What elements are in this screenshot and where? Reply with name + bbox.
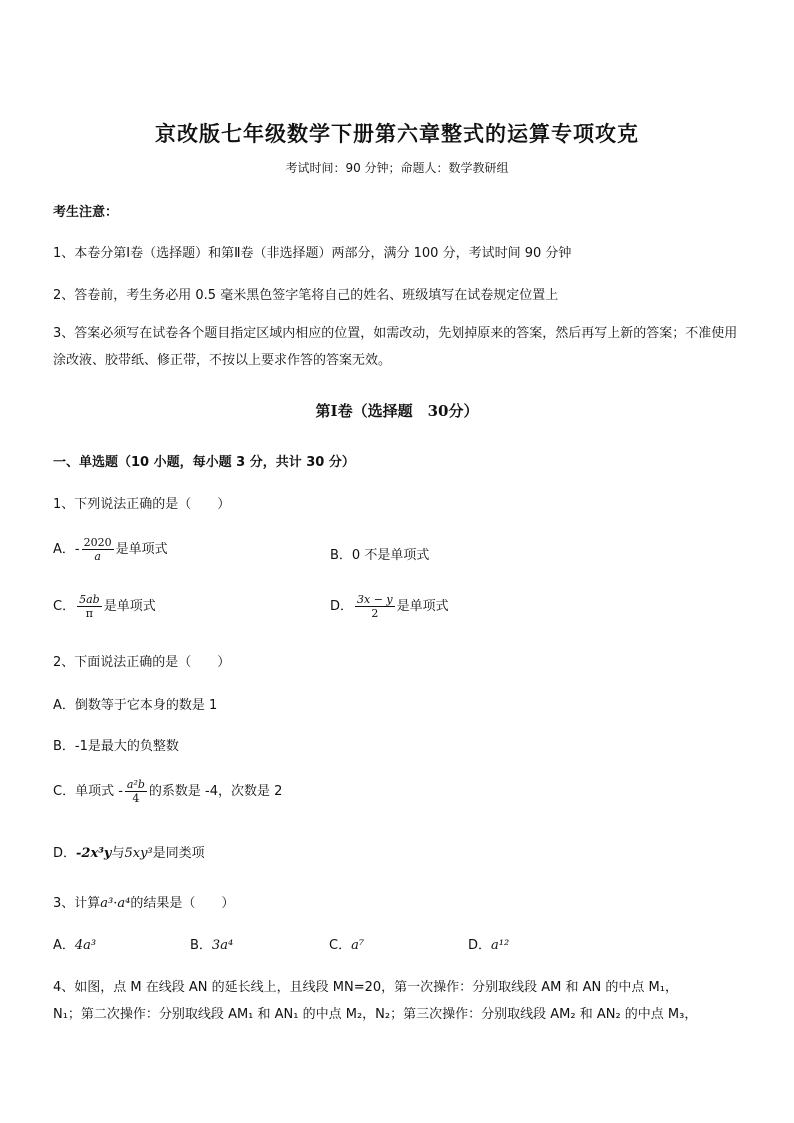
q2-option-b: B．-1是最大的负整数 — [53, 739, 179, 754]
q2-d-term1: -2x³y — [76, 846, 112, 861]
q1-option-a — [53, 536, 168, 563]
q3-a-label: A． — [53, 938, 75, 953]
notice-heading: 考生注意： — [53, 205, 119, 220]
q3-d-label: D． — [468, 938, 492, 953]
q2-c-prefix: C．单项式 - — [53, 784, 123, 799]
q1-a-fraction — [82, 536, 114, 563]
q2-d-prefix: D． — [53, 846, 77, 861]
q3-option-d — [468, 934, 509, 953]
q3-option-b — [190, 934, 233, 953]
q3-b-label: B． — [190, 938, 212, 953]
notice-item-2: 2、答卷前，考生务必用 0.5 毫米黑色签字笔将自己的姓名、班级填写在试卷规定位置上 — [53, 288, 559, 303]
q1-c-num: 5ab — [79, 593, 100, 606]
q2-d-suffix: 是同类项 — [152, 846, 205, 861]
q3-d-expr: a¹² — [491, 938, 510, 953]
q2-d-term2: 5xy³ — [124, 846, 153, 861]
q3-stem-prefix: 3、计算 — [53, 896, 101, 911]
q1-a-den: a — [94, 550, 101, 563]
page-title: 京改版七年级数学下册第六章整式的运算专项攻克 — [155, 121, 639, 146]
q4-line-2: N₁；第二次操作：分别取线段 AM₁ 和 AN₁ 的中点 M₂，N₂；第三次操作：分别取线段 AM₂ 和 AN₂ 的中点 M₃， — [53, 1007, 698, 1022]
q2-c-den: 4 — [132, 792, 140, 805]
q1-a-suffix: 是单项式 — [115, 542, 168, 557]
q1-a-prefix: A．- — [53, 542, 80, 557]
q2-c-fraction — [125, 778, 147, 805]
q1-stem: 1、下列说法正确的是（ ） — [53, 497, 231, 512]
q3-stem-expr: a³·a⁴ — [100, 896, 131, 911]
q2-option-c — [53, 778, 282, 805]
q3-a-expr: 4a³ — [74, 938, 97, 953]
page-subtitle: 考试时间：90 分钟；命题人：数学教研组 — [285, 161, 509, 175]
q1-c-den: π — [85, 607, 93, 620]
q3-option-a — [53, 934, 96, 953]
q1-d-suffix: 是单项式 — [396, 599, 449, 614]
q2-stem: 2、下面说法正确的是（ ） — [53, 655, 231, 670]
q3-option-c — [329, 934, 364, 953]
q1-d-fraction — [355, 593, 395, 620]
q1-d-num: 3x − y — [357, 593, 393, 606]
section-title: 第Ⅰ卷（选择题 30分） — [315, 402, 479, 420]
q2-option-d — [53, 842, 205, 861]
q1-option-d — [330, 593, 449, 620]
q1-option-c — [53, 593, 156, 620]
q2-c-suffix: 的系数是 -4，次数是 2 — [148, 784, 283, 799]
q1-d-prefix: D． — [330, 599, 354, 614]
notice-item-3: 3、答案必须写在试卷各个题目指定区域内相应的位置，如需改动，先划掉原来的答案，然后再写上新的答案；不准使用涂改液、胶带纸、修正带，不按以上要求作答的答案无效。 — [53, 326, 738, 368]
q2-option-a: A．倒数等于它本身的数是 1 — [53, 698, 218, 713]
q3-c-label: C． — [329, 938, 352, 953]
q3-stem — [53, 892, 234, 911]
q2-c-num: a²b — [126, 778, 145, 791]
q1-d-den: 2 — [371, 607, 379, 620]
notice-item-1: 1、本卷分第Ⅰ卷（选择题）和第Ⅱ卷（非选择题）两部分，满分 100 分，考试时间 90 分钟 — [53, 246, 572, 261]
part-heading: 一、单选题（10 小题，每小题 3 分，共计 30 分） — [53, 455, 355, 470]
q1-option-b: B．0 不是单项式 — [330, 548, 430, 563]
q3-c-expr: a⁷ — [351, 938, 365, 953]
q3-b-expr: 3a⁴ — [211, 938, 234, 953]
q1-a-num: 2020 — [83, 536, 112, 549]
q2-d-mid: 与 — [111, 846, 125, 861]
q1-c-suffix: 是单项式 — [103, 599, 156, 614]
q4-line-1: 4、如图，点 M 在线段 AN 的延长线上，且线段 MN=20，第一次操作：分别取线段 AM 和 AN 的中点 M₁， — [53, 980, 678, 995]
q1-c-fraction — [77, 593, 102, 620]
q1-c-prefix: C． — [53, 599, 76, 614]
q3-stem-suffix: 的结果是（ ） — [130, 896, 235, 911]
